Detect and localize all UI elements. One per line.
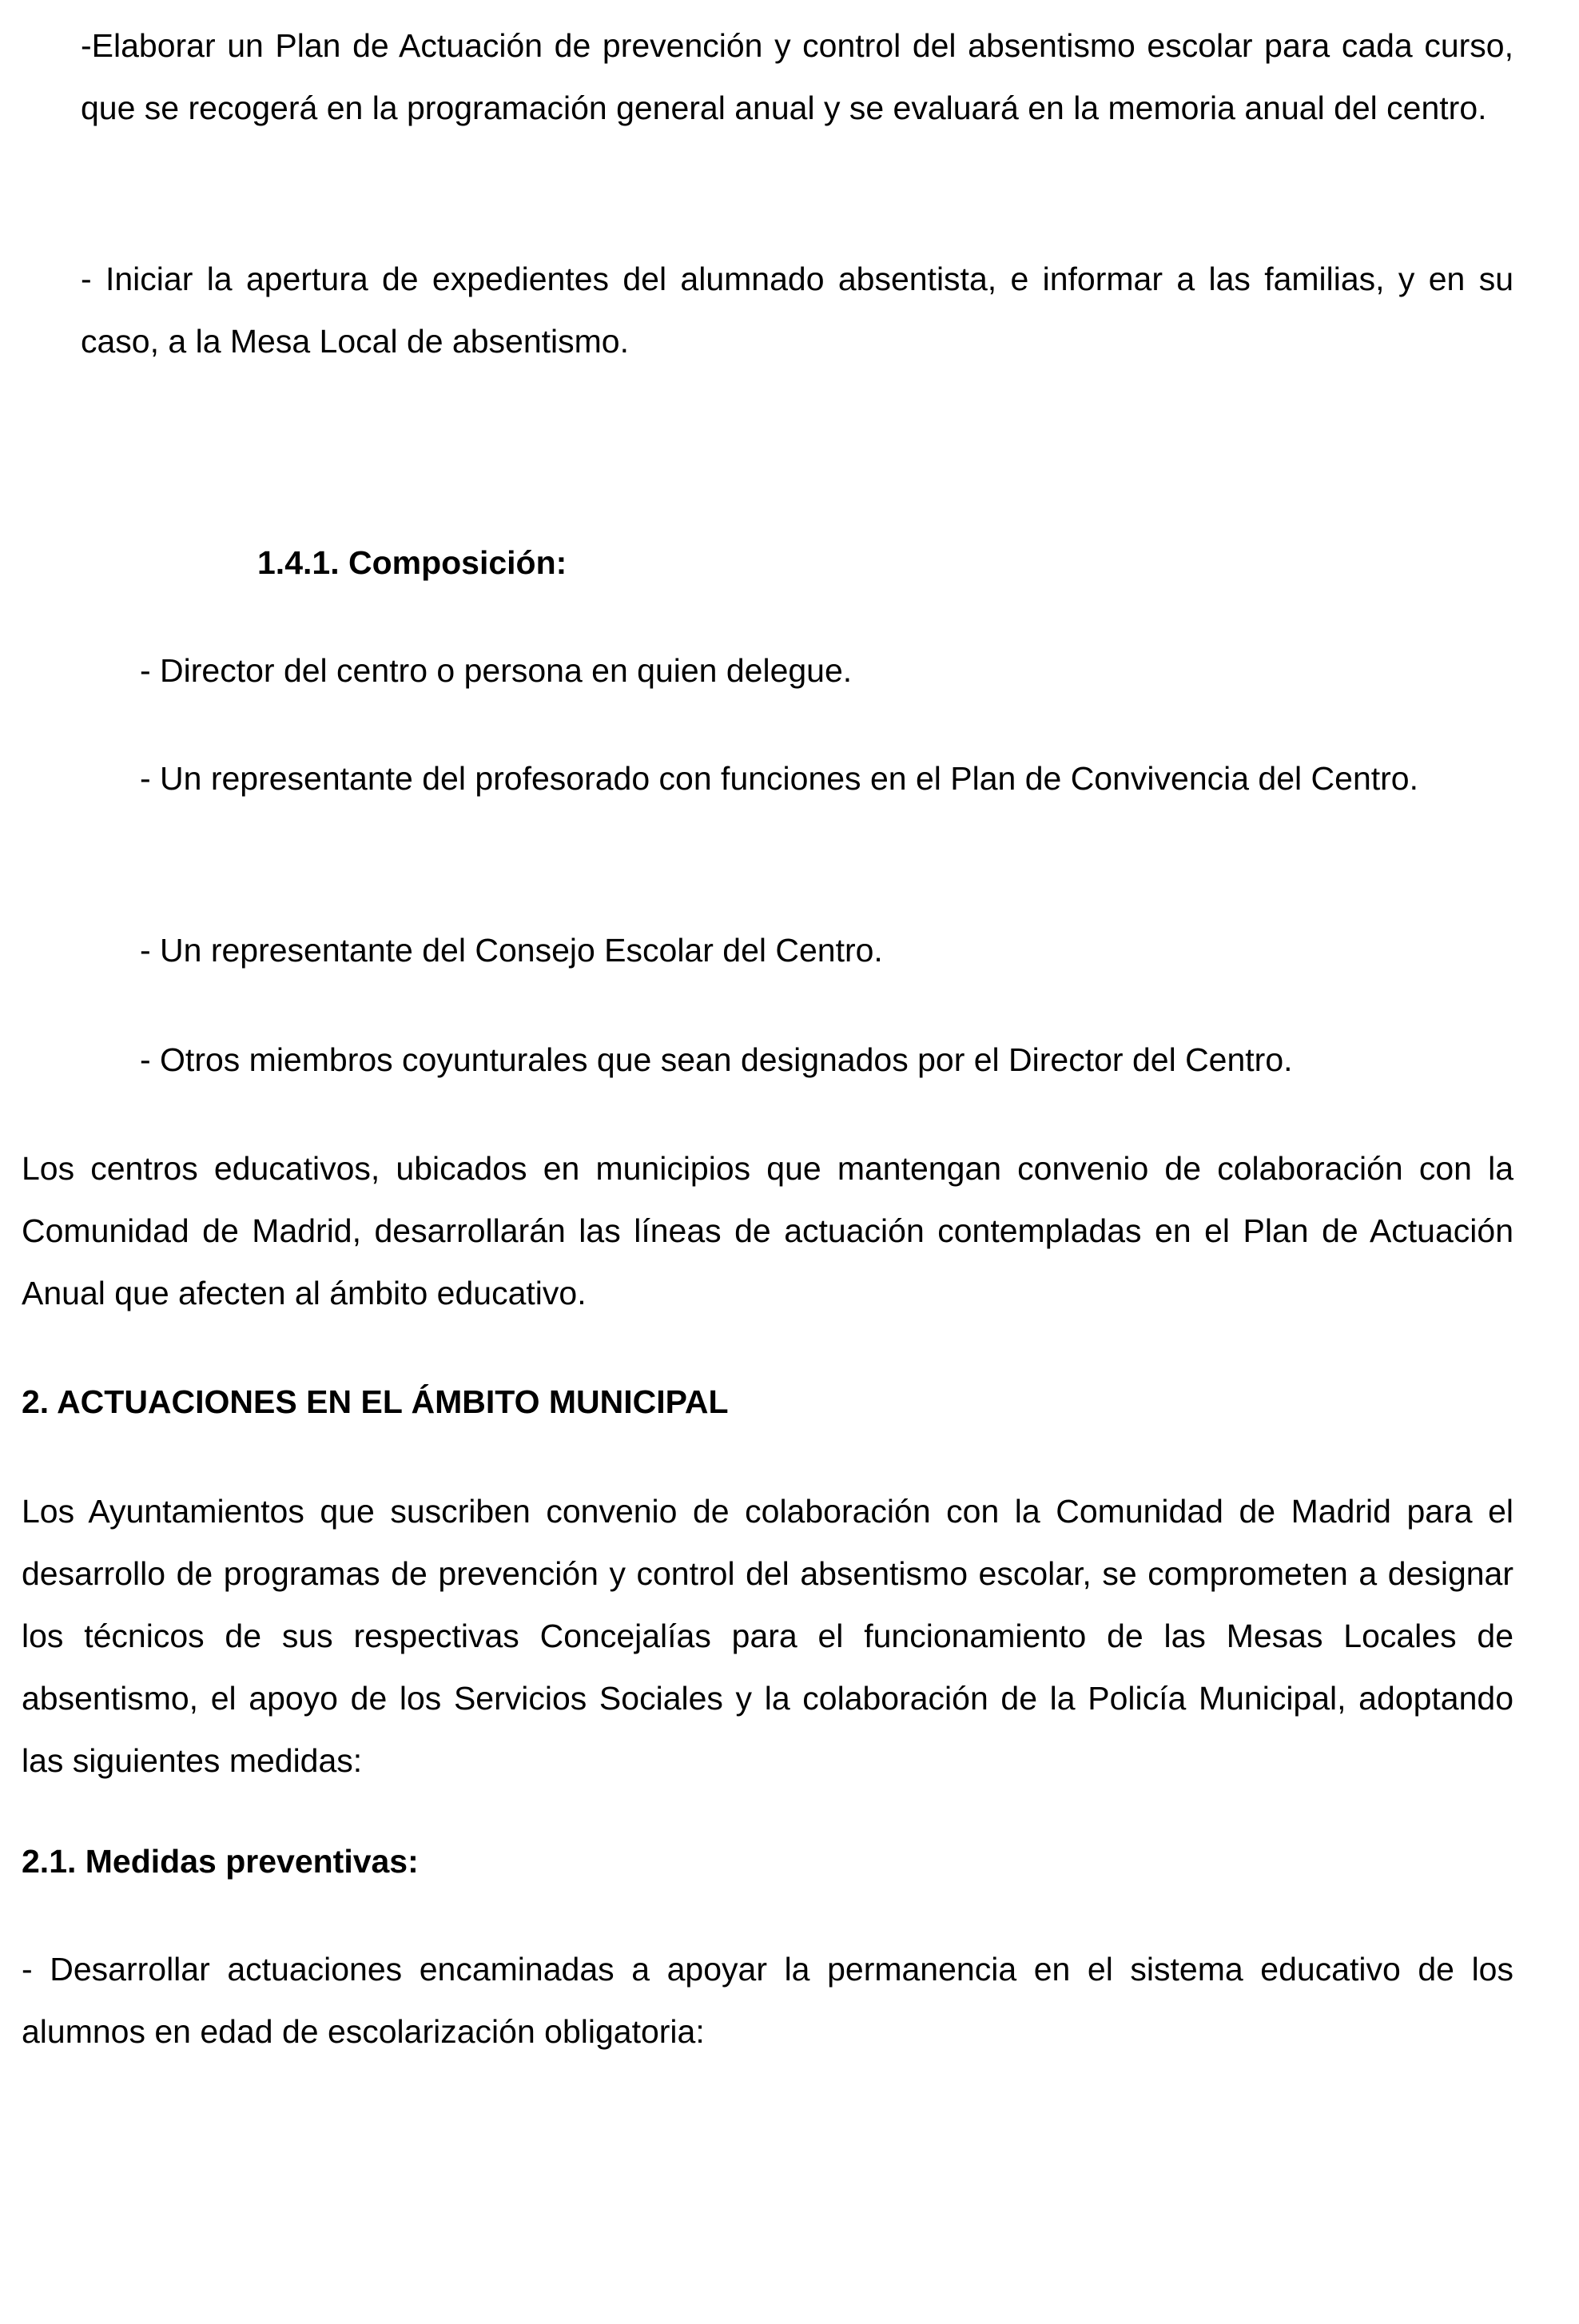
paragraph-plan-actuacion: -Elaborar un Plan de Actuación de prevención y control del absentismo escolar para cada curso, que se recogerá en la programación general anual y se evaluará en la memoria anual del centro. — [81, 27, 1513, 126]
paragraph-centros-educativos: Los centros educativos, ubicados en municipios que mantengan convenio de colaboración con la Comunidad de Madrid, desarrollarán las líneas de actuación contempladas en el Plan de Actuación Anual que afecten al ámbito educativo. — [22, 1150, 1513, 1311]
paragraph-expedientes: - Iniciar la apertura de expedientes del alumnado absentista, e informar a las familias, y en su caso, a la Mesa Local de absentismo. — [81, 261, 1513, 360]
paragraph-desarrollar-actuaciones: - Desarrollar actuaciones encaminadas a apoyar la permanencia en el sistema educativo de los alumnos en edad de escolarización obligatoria: — [22, 1951, 1513, 2050]
heading-actuaciones-municipal: 2. ACTUACIONES EN EL ÁMBITO MUNICIPAL — [22, 1383, 729, 1420]
heading-composicion — [257, 531, 567, 594]
heading-composicion-title: 1.4.1. Composición — [257, 544, 556, 581]
heading-medidas-title: 2.1. Medidas preventivas — [22, 1843, 408, 1880]
list-item-director: - Director del centro o persona en quien delegue. — [140, 652, 853, 689]
paragraph-ayuntamientos: Los Ayuntamientos que suscriben convenio de colaboración con la Comunidad de Madrid para el desarrollo de programas de prevención y control del absentismo escolar, se comprometen a designar los técnicos de sus respectivas Concejalías para el funcionamiento de las Mesas Locales de absentismo, el apoyo de los Servicios Sociales y la colaboración de la Policía Municipal, adoptando las siguientes medidas: — [22, 1493, 1513, 1779]
heading-medidas-colon: : — [408, 1843, 419, 1880]
heading-composicion-colon: : — [555, 544, 567, 581]
heading-medidas-preventivas — [22, 1830, 419, 1892]
list-item-consejo-escolar: - Un representante del Consejo Escolar del Centro. — [140, 932, 883, 969]
list-item-profesorado: - Un representante del profesorado con funciones en el Plan de Convivencia del Centro. — [140, 760, 1418, 797]
list-item-otros-miembros: - Otros miembros coyunturales que sean designados por el Director del Centro. — [140, 1041, 1293, 1078]
